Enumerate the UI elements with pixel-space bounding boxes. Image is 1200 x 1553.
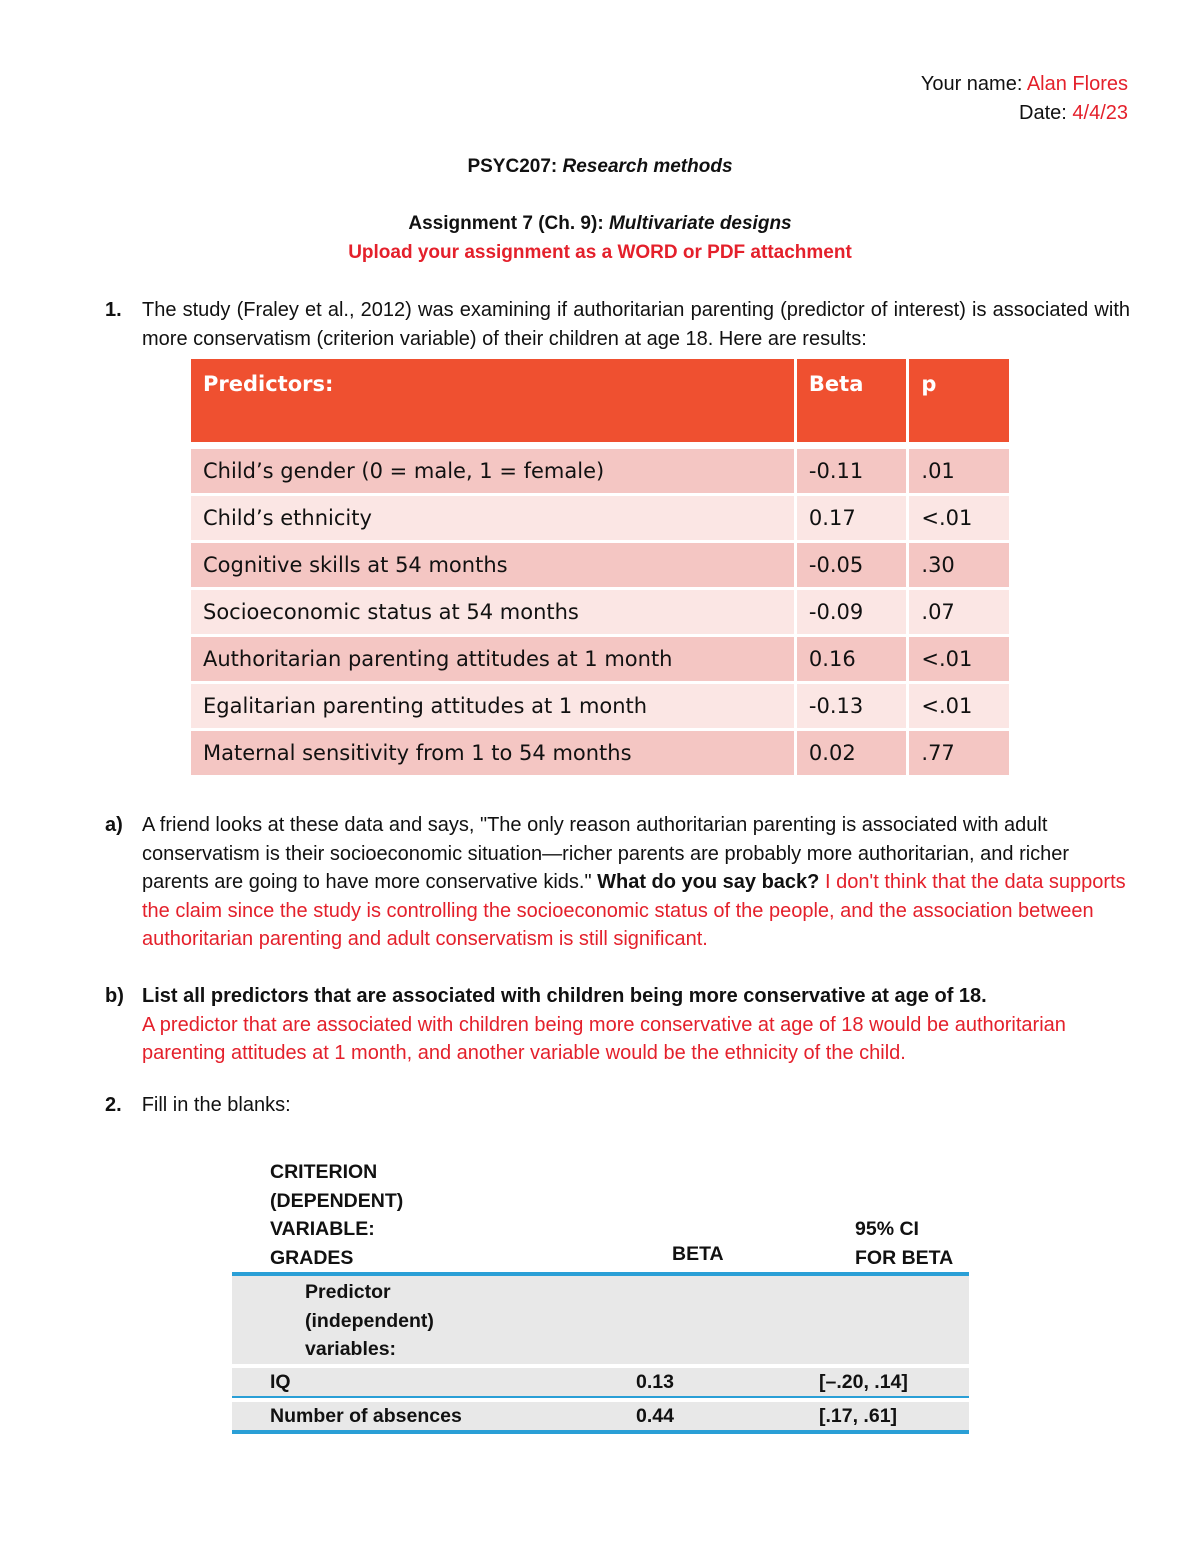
answer-text: I don't think that the data supports the claim since the study is controlling the socioeconomic status of the people, and the association between authoritarian parenting and adult conservatism is still significant. (142, 871, 1126, 950)
predictor-cell: Number of absences (270, 1405, 462, 1427)
course-title (0, 156, 1200, 178)
question-1 (105, 296, 1130, 354)
beta-cell: 0.13 (636, 1371, 674, 1393)
question-number: 2. (105, 1094, 122, 1116)
regression-table (232, 1158, 969, 1434)
course-code: PSYC207: (467, 156, 558, 177)
header-predictors: Predictors: (191, 359, 794, 442)
footer-rule (232, 1430, 969, 1434)
beta-cell: -0.09 (797, 590, 906, 634)
subquestion-prompt: What do you say back? (597, 871, 820, 893)
predictor-cell: Socioeconomic status at 54 months (191, 590, 794, 634)
p-cell: .30 (909, 543, 1009, 587)
subquestion-label: b) (105, 985, 124, 1007)
p-cell: .01 (909, 449, 1009, 493)
p-cell: <.01 (909, 496, 1009, 540)
regression-table-header (232, 1158, 969, 1272)
date-value: 4/4/23 (1072, 102, 1128, 124)
question-1a (105, 811, 1130, 954)
course-name: Research methods (562, 156, 733, 177)
predictor-cell: Egalitarian parenting attitudes at 1 month (191, 684, 794, 728)
beta-cell: 0.02 (797, 731, 906, 775)
table-row (232, 1402, 969, 1430)
beta-cell: -0.05 (797, 543, 906, 587)
table-header-row (191, 359, 1009, 442)
beta-cell: -0.13 (797, 684, 906, 728)
answer-text: A predictor that are associated with children being more conservative at age of 18 would be authoritarian parenting attitudes at 1 month, and another variable would be the ethnicity of the child. (142, 1013, 1066, 1064)
date-line (921, 99, 1128, 128)
question-2 (105, 1094, 291, 1117)
date-label: Date: (1019, 102, 1067, 124)
predictor-cell: Child’s gender (0 = male, 1 = female) (191, 449, 794, 493)
table-row (191, 449, 1009, 493)
table-row (232, 1368, 969, 1396)
header-p: p (909, 359, 1009, 442)
assignment-number: Assignment 7 (Ch. 9): (408, 213, 604, 234)
beta-cell: 0.16 (797, 637, 906, 681)
subquestion-label: a) (105, 814, 123, 836)
results-table (188, 356, 1012, 778)
beta-header: BETA (672, 1243, 724, 1265)
p-cell: <.01 (909, 684, 1009, 728)
table-row (191, 496, 1009, 540)
question-number: 1. (105, 299, 122, 321)
ci-cell: [–.20, .14] (819, 1371, 908, 1393)
criterion-header: CRITERION (DEPENDENT) VARIABLE: GRADES (270, 1161, 404, 1269)
p-cell: <.01 (909, 637, 1009, 681)
name-value: Alan Flores (1026, 73, 1128, 95)
ci-header: 95% CI FOR BETA (855, 1218, 954, 1269)
predictor-cell: Authoritarian parenting attitudes at 1 month (191, 637, 794, 681)
subquestion-text: A friend looks at these data and says, "The only reason authoritarian parenting is associated with adult conservatism is their socioeconomic situation—richer parents are probably more authoritarian, and richer parents are going to have more conservative kids." (142, 814, 1070, 893)
assignment-title (0, 213, 1200, 235)
predictor-cell: IQ (270, 1371, 291, 1393)
table-row (191, 590, 1009, 634)
p-cell: .07 (909, 590, 1009, 634)
subquestion-text: List all predictors that are associated with children being more conservative at age of 18. (142, 985, 987, 1007)
table-row (191, 684, 1009, 728)
predictor-cell: Child’s ethnicity (191, 496, 794, 540)
name-label: Your name: (920, 73, 1023, 95)
table-row (191, 637, 1009, 681)
table-row (191, 543, 1009, 587)
predictor-cell: Cognitive skills at 54 months (191, 543, 794, 587)
question-1b (105, 982, 1130, 1068)
ci-cell: [.17, .61] (819, 1405, 898, 1427)
assignment-topic: Multivariate designs (608, 213, 792, 234)
predictor-cell: Maternal sensitivity from 1 to 54 months (191, 731, 794, 775)
table-row (191, 731, 1009, 775)
p-cell: .77 (909, 731, 1009, 775)
header-block (921, 70, 1128, 128)
beta-cell: 0.44 (636, 1405, 674, 1427)
beta-cell: -0.11 (797, 449, 906, 493)
predictor-section-header: Predictor (independent) variables: (232, 1276, 969, 1364)
header-beta: Beta (797, 359, 906, 442)
question-text: Fill in the blanks: (141, 1094, 291, 1116)
question-text: The study (Fraley et al., 2012) was examining if authoritarian parenting (predictor of interest) is associated with more conservatism (criterion variable) of their children at age 18. Here are results: (142, 299, 1130, 350)
name-line (921, 70, 1128, 99)
upload-note: Upload your assignment as a WORD or PDF attachment (348, 242, 852, 263)
beta-cell: 0.17 (797, 496, 906, 540)
